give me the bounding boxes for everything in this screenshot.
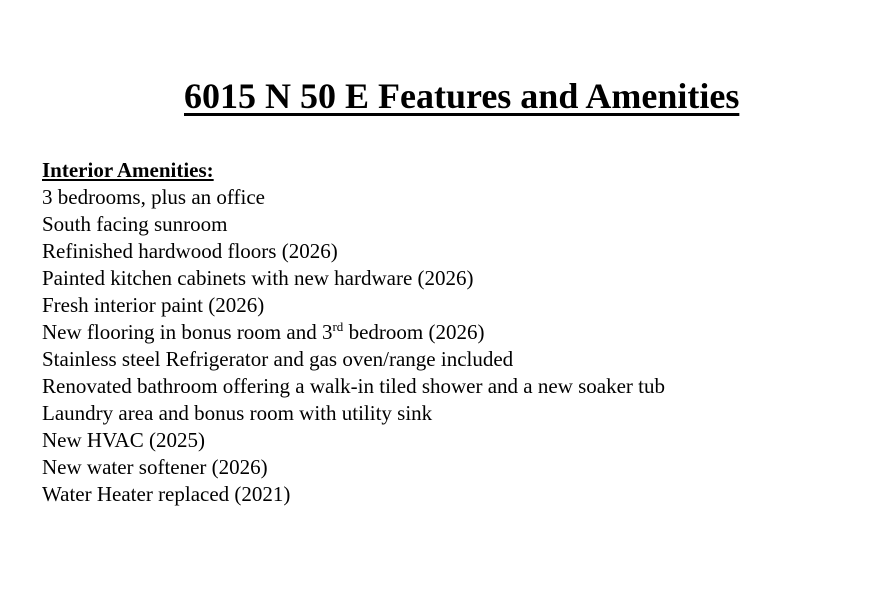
amenity-text-after: bedroom (2026) — [343, 320, 485, 344]
interior-amenities-section — [42, 157, 665, 508]
interior-amenities-heading: Interior Amenities: — [42, 158, 214, 182]
amenity-text-before: New flooring in bonus room and 3 — [42, 320, 333, 344]
document-title: 6015 N 50 E Features and Amenities — [184, 76, 740, 116]
amenity-item: Painted kitchen cabinets with new hardware (2026) — [42, 266, 474, 290]
amenity-item: Water Heater replaced (2021) — [42, 482, 291, 506]
interior-amenities-list — [42, 184, 665, 508]
amenity-item: New water softener (2026) — [42, 455, 268, 479]
amenity-item: South facing sunroom — [42, 212, 228, 236]
amenity-item: Laundry area and bonus room with utility sink — [42, 401, 433, 425]
amenity-item: Refinished hardwood floors (2026) — [42, 239, 338, 263]
amenity-item — [42, 319, 665, 346]
ordinal-suffix: rd — [332, 319, 344, 334]
amenity-item: Fresh interior paint (2026) — [42, 293, 265, 317]
amenity-item: Stainless steel Refrigerator and gas oven/range included — [42, 347, 514, 371]
amenity-item: New HVAC (2025) — [42, 428, 205, 452]
amenity-item: Renovated bathroom offering a walk-in tiled shower and a new soaker tub — [42, 374, 666, 398]
amenity-item: 3 bedrooms, plus an office — [42, 185, 265, 209]
